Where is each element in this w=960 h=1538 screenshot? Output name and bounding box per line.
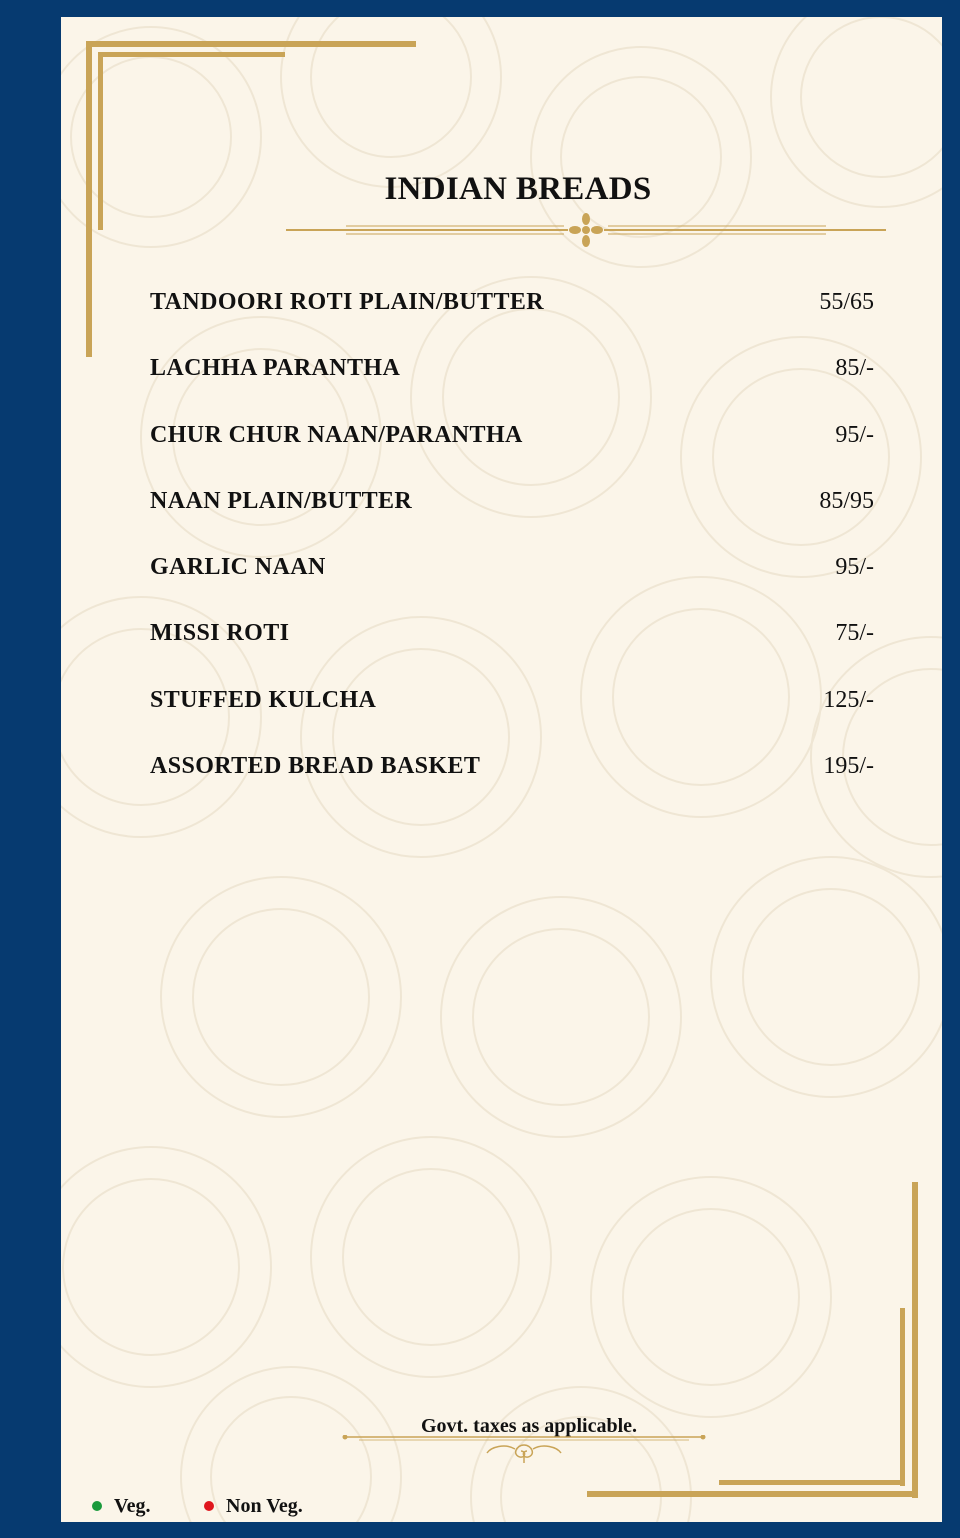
corner-inner-bottom: [719, 1480, 905, 1485]
legend-veg-label: Veg.: [114, 1495, 151, 1517]
corner-outer-top: [86, 41, 416, 47]
legend-non-veg-label: Non Veg.: [226, 1495, 303, 1517]
menu-item-name: STUFFED KULCHA: [150, 686, 377, 713]
menu-item-price: 195/-: [823, 753, 874, 780]
menu-item: [150, 422, 874, 488]
title-divider-ornament: [286, 213, 886, 247]
menu-item: [150, 289, 874, 355]
corner-inner-top: [98, 52, 285, 57]
menu-item: [150, 620, 874, 686]
menu-item-price: 55/65: [819, 289, 874, 315]
veg-dot-icon: [92, 1501, 102, 1511]
non-veg-dot-icon: [204, 1501, 214, 1511]
menu-item-price: 85/-: [835, 355, 874, 382]
menu-item-price: 95/-: [835, 554, 874, 581]
menu-item: [150, 488, 874, 554]
menu-item: [150, 355, 874, 421]
corner-outer-right: [912, 1182, 918, 1498]
menu-item: [150, 753, 874, 819]
legend-non-veg: [204, 1495, 303, 1518]
menu-item-price: 85/95: [819, 487, 874, 514]
menu-item-price: 95/-: [835, 421, 874, 448]
menu-item-name: CHUR CHUR NAAN/PARANTHA: [150, 421, 523, 448]
menu-item-name: ASSORTED BREAD BASKET: [150, 753, 481, 780]
menu-item: [150, 554, 874, 620]
menu-item-price: 75/-: [835, 620, 874, 647]
footer-divider-ornament: [339, 1435, 709, 1465]
menu-item-list: [150, 289, 874, 819]
legend-veg: [92, 1495, 150, 1518]
menu-item-name: TANDOORI ROTI PLAIN/BUTTER: [150, 289, 545, 315]
menu-item: [150, 687, 874, 753]
menu-item-name: GARLIC NAAN: [150, 554, 326, 581]
menu-page: [61, 17, 942, 1522]
corner-outer-bottom: [587, 1491, 918, 1497]
menu-item-price: 125/-: [823, 686, 874, 713]
menu-item-name: NAAN PLAIN/BUTTER: [150, 487, 413, 514]
menu-item-name: MISSI ROTI: [150, 620, 290, 647]
taxes-note: Govt. taxes as applicable.: [420, 1415, 638, 1437]
menu-item-name: LACHHA PARANTHA: [150, 355, 401, 382]
corner-inner-right: [900, 1308, 905, 1486]
page-title: INDIAN BREADS: [384, 171, 652, 207]
